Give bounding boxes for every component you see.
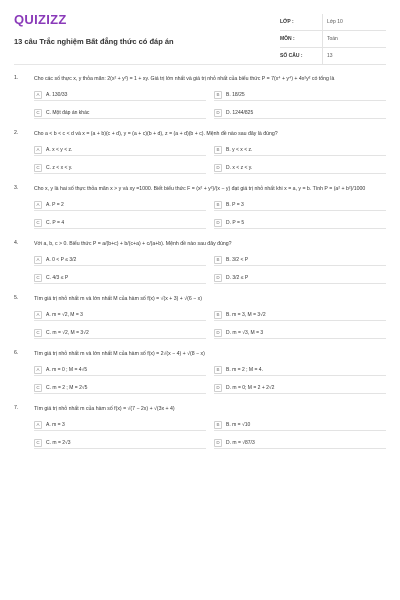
question-number: 5. [14,295,19,302]
question-text: Tìm giá trị nhỏ nhất m và lớn nhất M của hàm số f(x) = 2√(x − 4) + √(8 − x) [34,351,205,358]
option-grid [34,364,386,394]
document-header [0,0,400,64]
option-c[interactable] [34,437,206,449]
option-text: C. z < x < y. [46,164,73,171]
question-item [14,350,386,394]
option-letter-box: B [214,421,222,429]
option-letter-box: C [34,329,42,337]
option-text: A. m = 0 ; M = 4√5 [46,366,88,373]
option-a[interactable] [34,89,206,101]
option-text: D. P = 5 [226,219,245,226]
option-b[interactable] [214,309,386,321]
option-text: B. m = √10 [226,421,251,428]
question-item [14,240,386,284]
question-item [14,130,386,174]
option-grid [34,89,386,119]
meta-value: 13 [322,48,386,64]
meta-label: MÔN : [280,36,295,42]
option-grid [34,254,386,284]
option-text: B. y < x < z. [226,146,253,153]
option-d[interactable] [214,272,386,284]
question-number: 6. [14,350,19,357]
option-c[interactable] [34,327,206,339]
option-letter-box: A [34,311,42,319]
meta-row-grade [280,14,386,31]
option-grid [34,199,386,229]
option-text: B. m = 3, M = 3√2 [226,311,266,318]
option-letter-box: C [34,439,42,447]
option-letter-box: D [214,219,222,227]
option-text: C. P = 4 [46,219,65,226]
question-text: Tìm giá trị nhỏ nhất m và lớn nhất M của hàm số f(x) = √(x + 3) + √(6 − x) [34,296,202,303]
option-letter-box: A [34,366,42,374]
option-a[interactable] [34,144,206,156]
meta-value: Lớp 10 [322,14,386,30]
option-letter-box: C [34,274,42,282]
meta-label: LỚP : [280,19,294,25]
option-d[interactable] [214,107,386,119]
option-d[interactable] [214,217,386,229]
option-b[interactable] [214,419,386,431]
option-text: B. m = 2 ; M = 4. [226,366,263,373]
option-text: D. 1244/825 [226,109,254,116]
meta-label: SỐ CÂU : [280,53,303,59]
option-letter-box: D [214,439,222,447]
option-b[interactable] [214,199,386,211]
option-b[interactable] [214,254,386,266]
option-a[interactable] [34,199,206,211]
question-text: Cho a < b < c < d và x = (a + b)(c + d), y = (a + c)(b + d), z = (a + d)(b + c). Mệnh đề nào sau đây là đúng? [34,131,278,138]
option-d[interactable] [214,437,386,449]
question-number: 3. [14,185,19,192]
option-b[interactable] [214,144,386,156]
option-letter-box: A [34,256,42,264]
option-text: A. m = 3 [46,421,65,428]
option-text: C. Một đáp án khác [46,109,90,116]
question-number: 4. [14,240,19,247]
option-letter-box: B [214,146,222,154]
option-a[interactable] [34,419,206,431]
option-text: C. m = 2√3 [46,439,71,446]
question-text: Với a, b, c > 0. Biểu thức P = a/(b+c) + b/(c+a) + c/(a+b). Mệnh đề nào sau đây đúng? [34,241,232,248]
meta-value: Toán [322,31,386,47]
option-letter-box: A [34,91,42,99]
meta-row-subject [280,31,386,48]
option-text: A. 130/33 [46,91,68,98]
option-grid [34,309,386,339]
question-number: 1. [14,75,19,81]
option-text: D. m = √3, M = 3 [226,329,264,336]
option-text: C. m = 2 ; M = 2√5 [46,384,88,391]
option-c[interactable] [34,382,206,394]
option-text: B. 3/2 < P [226,256,249,263]
option-c[interactable] [34,217,206,229]
option-text: D. m = √87/3 [226,439,255,446]
option-grid [34,144,386,174]
option-letter-box: A [34,201,42,209]
quizizz-logo: QUIZIZZ [14,12,67,27]
meta-info-table [280,14,386,65]
option-letter-box: B [214,366,222,374]
option-d[interactable] [214,382,386,394]
option-letter-box: A [34,146,42,154]
option-text: D. m = 0; M = 2 + 2√2 [226,384,275,391]
option-text: C. m = √2, M = 3√2 [46,329,89,336]
option-text: A. x < y < z. [46,146,73,153]
option-c[interactable] [34,107,206,119]
document-title: 13 câu Trắc nghiệm Bất đẳng thức có đáp án [14,37,174,46]
option-c[interactable] [34,162,206,174]
option-text: A. 0 < P ≤ 3/2 [46,256,77,263]
option-letter-box: D [214,274,222,282]
option-letter-box: D [214,329,222,337]
option-letter-box: D [214,164,222,172]
question-number: 7. [14,405,19,412]
question-number: 2. [14,130,19,137]
option-text: B. 18/25 [226,91,245,98]
option-d[interactable] [214,162,386,174]
question-item [14,185,386,229]
option-letter-box: B [214,311,222,319]
option-b[interactable] [214,89,386,101]
option-letter-box: C [34,109,42,117]
option-text: D. 3/2 ≤ P [226,274,249,281]
option-text: A. P = 2 [46,201,64,208]
option-letter-box: D [214,109,222,117]
option-letter-box: B [214,91,222,99]
option-grid [34,419,386,449]
option-letter-box: D [214,384,222,392]
question-text: Cho các số thực x, y thỏa mãn: 2(x² + y²) = 1 + xy. Giá trị lớn nhất và giá trị nhỏ nhất của biểu thức P = 7(x⁴ + y⁴) + 4x²y² có tổng là [34,76,335,82]
option-letter-box: B [214,201,222,209]
option-letter-box: B [214,256,222,264]
question-item [14,405,386,449]
meta-row-count [280,48,386,65]
option-text: C. 4/3 ≤ P [46,274,69,281]
question-item [14,75,386,119]
question-text: Tìm giá trị nhỏ nhất m của hàm số f(x) = √(7 − 2x) + √(3x + 4) [34,406,175,413]
option-text: A. m = √2, M = 3 [46,311,83,318]
option-text: D. x < z < y. [226,164,253,171]
option-c[interactable] [34,272,206,284]
question-list [0,65,400,449]
option-letter-box: C [34,164,42,172]
option-a[interactable] [34,364,206,376]
option-b[interactable] [214,364,386,376]
option-text: B. P = 3 [226,201,244,208]
option-a[interactable] [34,254,206,266]
option-d[interactable] [214,327,386,339]
question-text: Cho x, y là hai số thực thỏa mãn x > y và xy =1000. Biết biểu thức F = (x² + y²)/(x − y) đạt giá trị nhỏ nhất khi x = a, y = b. Tính P = (a² + b²)/1000 [34,186,366,193]
option-a[interactable] [34,309,206,321]
option-letter-box: A [34,421,42,429]
option-letter-box: C [34,384,42,392]
question-item [14,295,386,339]
option-letter-box: C [34,219,42,227]
